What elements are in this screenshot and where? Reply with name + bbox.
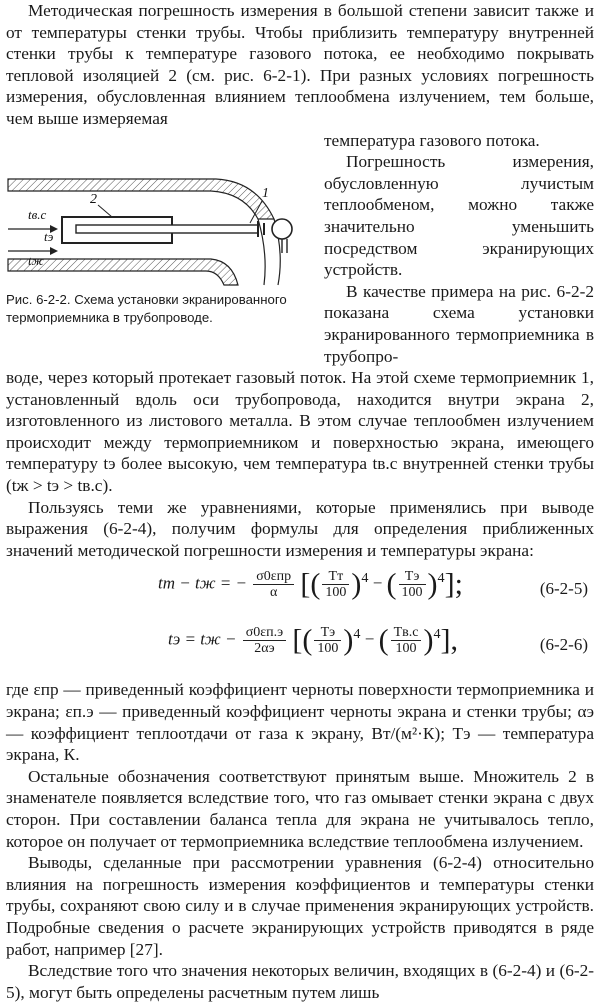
figure-label-2: 2 xyxy=(90,192,97,208)
eq1-number: (6-2-5) xyxy=(539,579,588,599)
paragraph-scheme: воде, через который протекает газовый поток. На этой схеме термоприемник 1, установленный вдоль оси трубопровода, находится внутри экрана 2, изготовленного из листового металла. В этом случае теплообмен излучением происходит между термоприемником и поверхностью экрана, имеющего температуру tэ более высокую, чем температура tв.с внутренней стенки трубы (tж > tэ > tв.с). xyxy=(6,368,594,496)
eq1-coef: $\frac{\text{σ0εпр}}{\alpha}$ xyxy=(253,569,294,600)
side-text xyxy=(324,151,594,367)
figure-caption: Рис. 6-2-2. Схема установки экранированного термоприемника в трубопроводе. xyxy=(6,292,287,326)
eq2-lhs: tэ = tж − xyxy=(168,629,237,649)
eq2-term1: $\frac{Tэ}{100}$ xyxy=(314,625,341,656)
figure-label-te: tэ xyxy=(44,229,54,245)
thermocouple-rod xyxy=(76,225,258,233)
eq1-lhs: tт − tж = − xyxy=(158,573,247,593)
paragraph-shield: Погрешность измерения, обусловленную лучистым теплообменом, можно также значительно уменьшить посредством экранирующих устройств. xyxy=(324,152,594,280)
pipe-diagram xyxy=(6,161,312,287)
thermocouple-head xyxy=(272,219,292,239)
eq1-term2: $\frac{Tэ}{100}$ xyxy=(399,569,426,600)
figure-label-1: 1 xyxy=(262,186,269,202)
figure-label-tvs: tв.с xyxy=(28,207,47,223)
paragraph-conclusions: Выводы, сделанные при рассмотрении уравнения (6-2-4) относительно влияния на погрешность измерения коэффициентов и температуры стенки трубы, сохраняют свою силу и в случае применения экранирующих устройств. Подробные сведения о расчете экранирующих устройств приводятся в ряде работ, например [27]. xyxy=(6,853,594,959)
paragraph-using: Пользуясь теми же уравнениями, которые применялись при выводе выражения (6-2-4), получим формулы для определения приближенных значений методической погрешности измерения и температуры экрана: xyxy=(6,497,594,560)
paragraph-intro: Методическая погрешность измерения в большой степени зависит также и от температуры стенки трубы. Чтобы приблизить температуру внутренней стенки трубы к температуре газового потока, ее необходимо покрывать тепловой изоляцией 2 (см. рис. 6-2-1). При разных условиях погрешность измерения, обусловленная влиянием теплообмена излучением, тем больше, чем выше измеряемая xyxy=(6,1,594,128)
figure-label-tzh: tж xyxy=(28,253,44,269)
paragraph-last: Вследствие того что значения некоторых величин, входящих в (6-2-4) и (6-2-5), могут быть определены расчетным путем лишь xyxy=(6,961,594,1002)
paragraph-where: где εпр — приведенный коэффициент черноты поверхности термоприемника и экрана; εп.э — приведенный коэффициент черноты экрана и стенки трубы; αэ — коэффициент теплоотдачи от газа к экрану, Вт/(м²·К); Tэ — температура экрана, К. xyxy=(6,680,594,765)
paragraph-intro-tail: температура газового потока. xyxy=(324,130,540,150)
eq2-term2: $\frac{Tв.с}{100}$ xyxy=(391,625,422,656)
figure-block xyxy=(6,151,594,367)
eq1-term1: $\frac{Tт}{100}$ xyxy=(322,569,349,600)
eq2-number: (6-2-6) xyxy=(539,635,588,655)
figure-6-2-2 xyxy=(6,161,312,327)
paragraph-other: Остальные обозначения соответствуют принятым выше. Множитель 2 в знаменателе появляется вследствие того, что газ омывает стенки экрана с двух сторон. При составлении баланса тепла для экрана не учитывалось тепло, которое он получает от термоприемника вследствие теплообмена излучением. xyxy=(6,766,594,851)
paragraph-example: В качестве примера на рис. 6-2-2 показана схема установки экранированного термоприемника в трубопро- xyxy=(324,281,594,366)
eq2-coef: $\frac{\sigma 0\varepsilon п.э}{2\alpha э}$ xyxy=(243,625,286,656)
document-page xyxy=(6,0,594,1003)
equations: tт − tж = − $\frac{\text{σ0εпр}}{\alpha}$ [( $\frac{Tт}{100}$ )$^4$ − ( $\frac{Tэ}{100}$ )$^4$]; (6-2-5) tэ = tж − $\frac{\sigma 0\varepsilon п.э}{2\alpha э}$ [( $\frac{Tэ}{100}$ )$^4$ − ( $\frac{Tв.с}{100}$ )$^4$], (6-2-6) xyxy=(158,567,588,657)
pipe-wall-upper xyxy=(8,179,274,219)
